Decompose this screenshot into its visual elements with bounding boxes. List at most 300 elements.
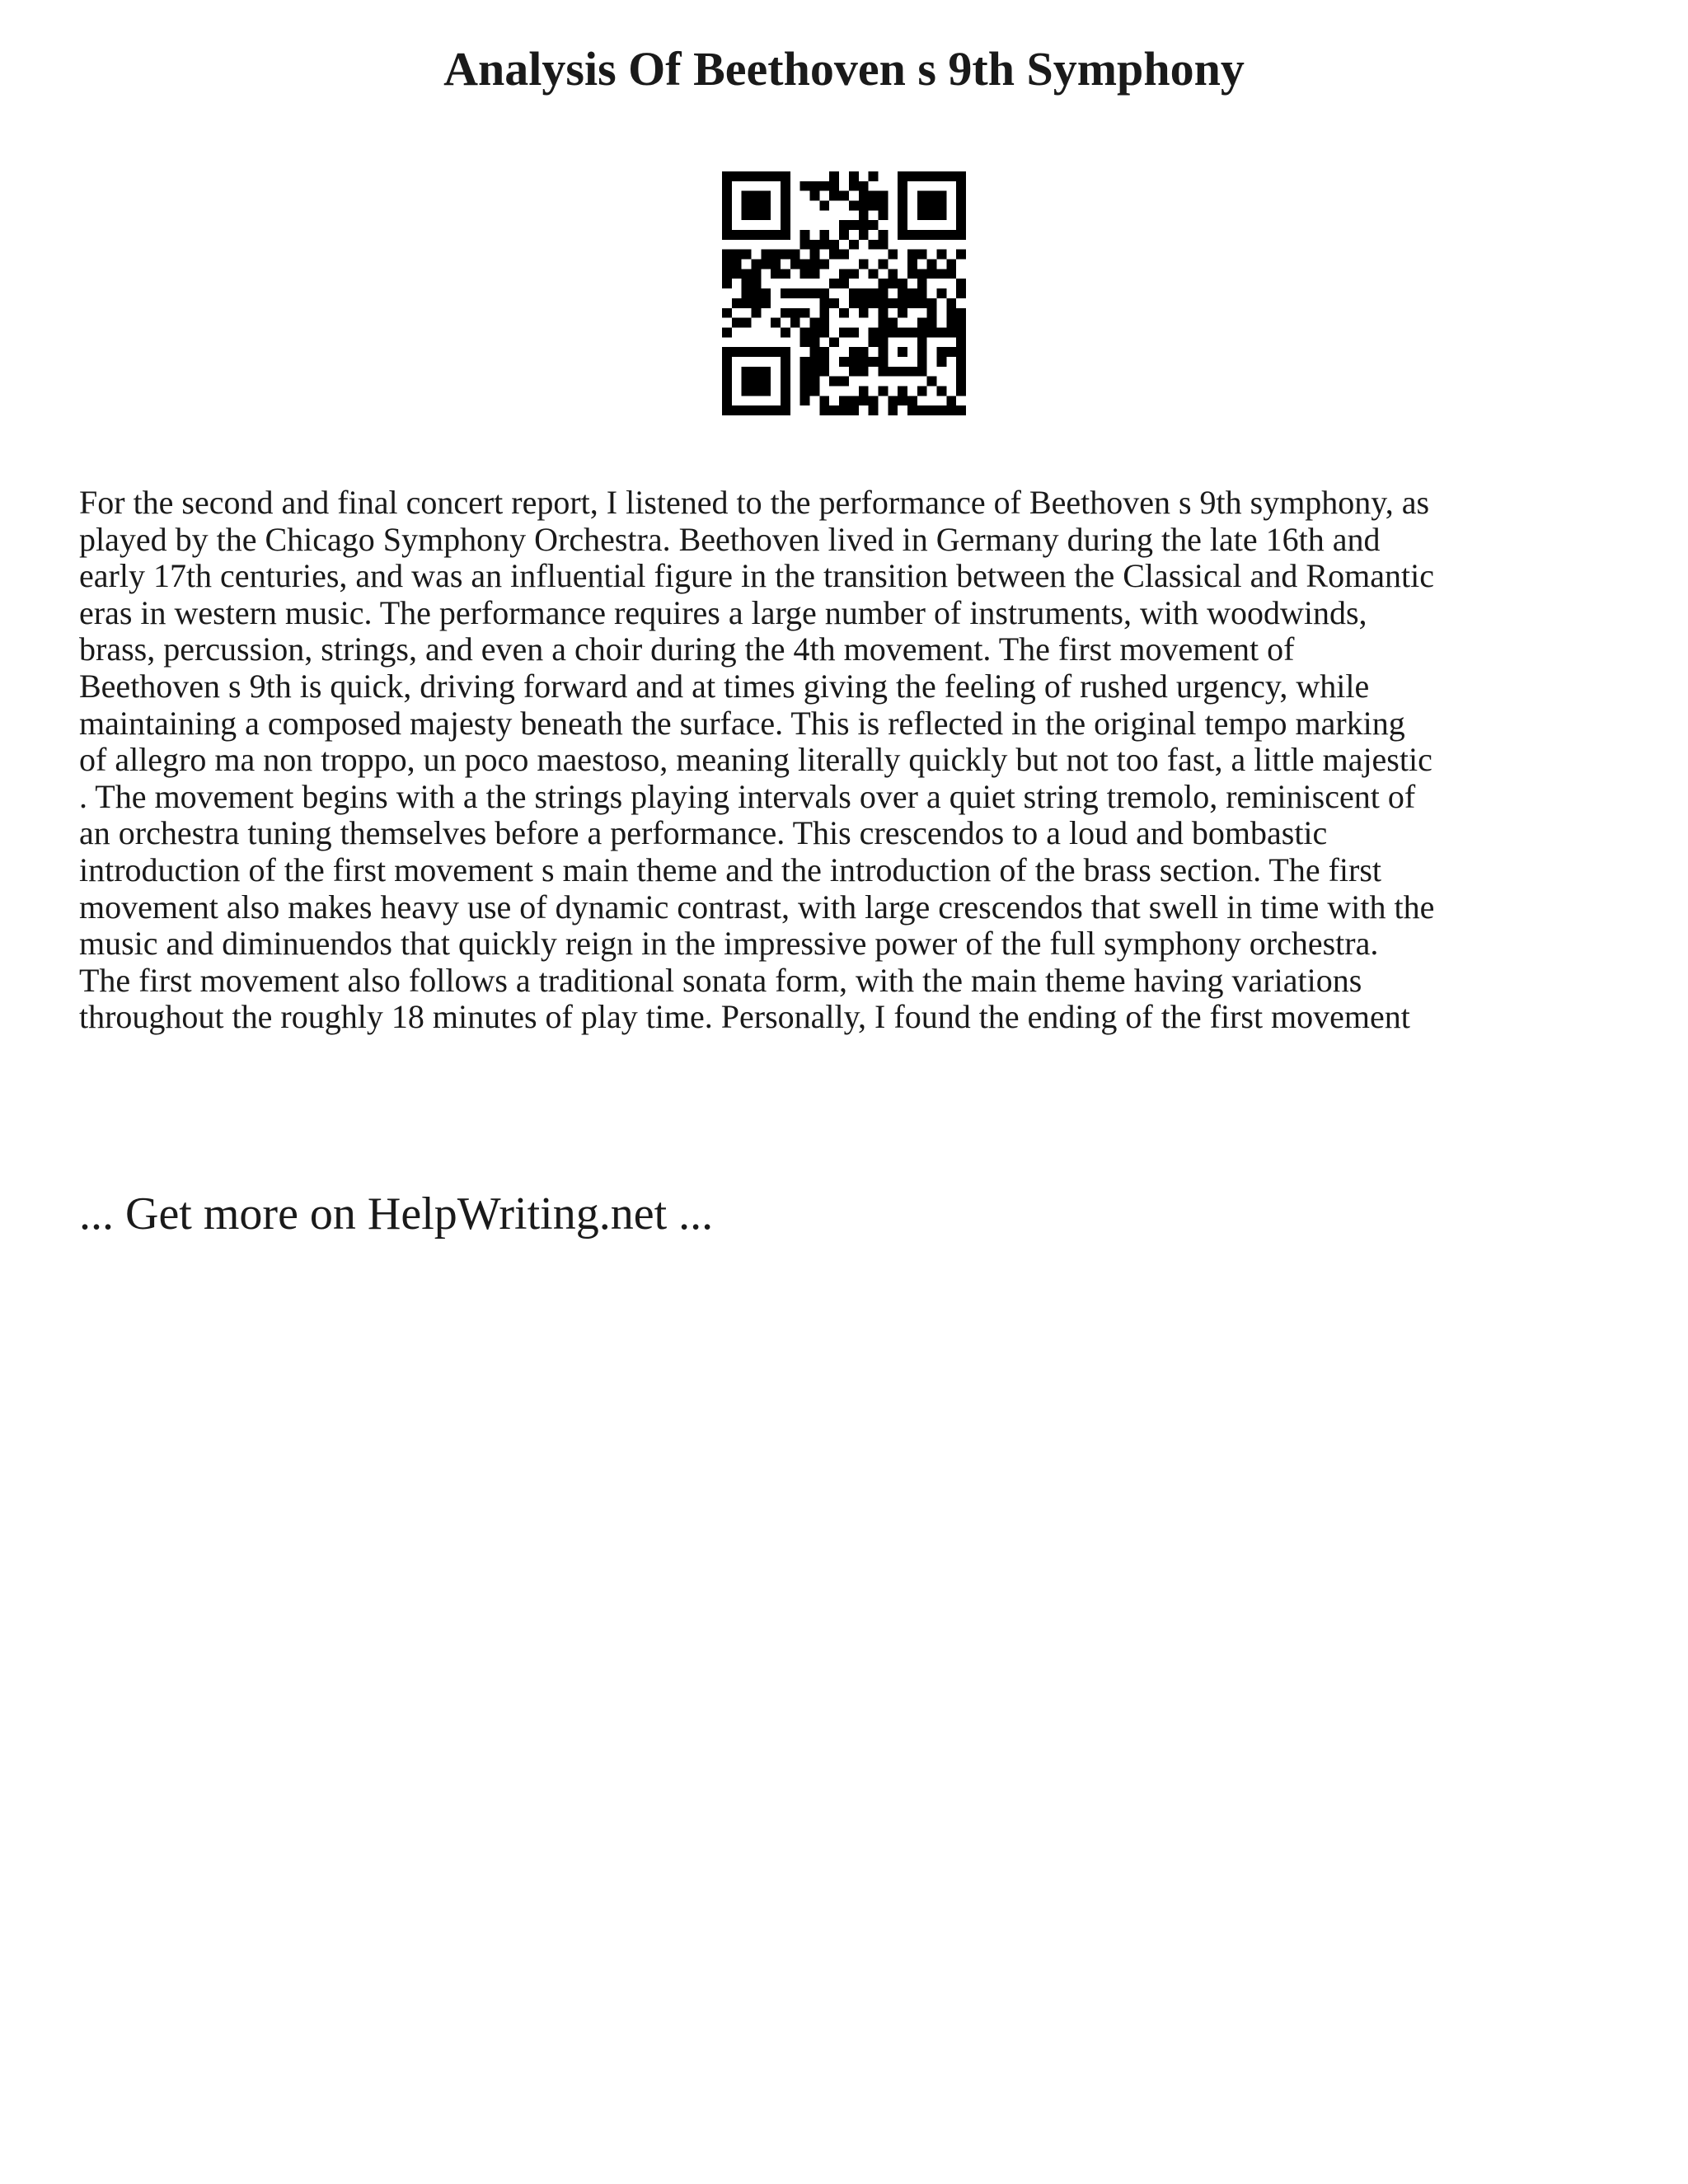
qr-module	[878, 230, 888, 240]
qr-module	[742, 288, 752, 298]
qr-module	[898, 308, 907, 318]
qr-module	[790, 308, 800, 318]
qr-module	[888, 250, 898, 260]
body-line: brass, percussion, strings, and even a choir during the 4th movement. The first movement of	[79, 630, 1295, 668]
qr-module	[907, 250, 917, 260]
qr-module	[732, 171, 742, 181]
qr-module	[927, 269, 937, 279]
qr-module	[839, 357, 849, 367]
qr-module	[917, 171, 927, 181]
qr-module	[742, 279, 752, 288]
qr-module	[800, 367, 810, 377]
qr-module	[722, 210, 732, 220]
qr-module	[956, 308, 966, 318]
qr-module	[839, 396, 849, 405]
qr-module	[859, 298, 869, 308]
qr-module	[917, 269, 927, 279]
qr-module	[810, 357, 820, 367]
qr-module	[742, 377, 752, 387]
qr-module	[742, 269, 752, 279]
qr-module	[819, 181, 829, 191]
qr-module	[742, 230, 752, 240]
qr-module	[742, 347, 752, 357]
qr-module	[819, 308, 829, 318]
qr-module	[859, 201, 869, 211]
qr-module	[936, 230, 946, 240]
qr-module	[761, 377, 771, 387]
qr-module	[898, 181, 907, 191]
qr-module	[771, 260, 781, 269]
qr-module	[752, 386, 762, 396]
qr-module	[810, 250, 820, 260]
qr-module	[839, 327, 849, 337]
qr-module	[722, 308, 732, 318]
qr-module	[956, 171, 966, 181]
qr-module	[800, 377, 810, 387]
qr-module	[956, 357, 966, 367]
qr-module	[761, 298, 771, 308]
qr-module	[771, 171, 781, 181]
qr-module	[781, 181, 790, 191]
qr-module	[752, 308, 762, 318]
qr-module	[869, 288, 879, 298]
qr-module	[859, 288, 869, 298]
qr-module	[898, 210, 907, 220]
qr-module	[849, 327, 859, 337]
qr-module	[752, 269, 762, 279]
document-title: Analysis Of Beethoven s 9th Symphony	[443, 42, 1245, 96]
qr-module	[810, 337, 820, 347]
qr-module	[829, 181, 839, 191]
qr-module	[907, 298, 917, 308]
qr-module	[888, 367, 898, 377]
qr-module	[819, 240, 829, 250]
qr-module	[956, 327, 966, 337]
qr-module	[781, 269, 790, 279]
qr-module	[878, 240, 888, 250]
qr-module	[752, 279, 762, 288]
qr-module	[752, 298, 762, 308]
qr-module	[761, 201, 771, 211]
qr-module	[722, 220, 732, 230]
qr-module	[790, 260, 800, 269]
qr-module	[839, 250, 849, 260]
qr-module	[898, 386, 907, 396]
qr-module	[781, 191, 790, 201]
qr-module	[781, 377, 790, 387]
qr-module	[946, 260, 956, 269]
qr-module	[878, 386, 888, 396]
qr-module	[927, 327, 937, 337]
qr-module	[898, 396, 907, 405]
qr-module	[732, 269, 742, 279]
qr-module	[761, 171, 771, 181]
qr-module	[907, 260, 917, 269]
qr-module	[722, 269, 732, 279]
qr-module	[946, 308, 956, 318]
qr-module	[722, 279, 732, 288]
qr-module	[956, 405, 966, 415]
qr-module	[829, 171, 839, 181]
qr-module	[898, 191, 907, 201]
qr-module	[839, 279, 849, 288]
qr-module	[781, 308, 790, 318]
qr-module	[732, 405, 742, 415]
qr-module	[761, 367, 771, 377]
qr-module	[810, 181, 820, 191]
qr-code-graphic	[722, 171, 966, 415]
qr-module	[869, 171, 879, 181]
qr-module	[956, 367, 966, 377]
qr-module	[722, 191, 732, 201]
qr-module	[722, 327, 732, 337]
qr-module	[946, 298, 956, 308]
qr-module	[839, 405, 849, 415]
qr-module	[888, 327, 898, 337]
qr-module	[849, 171, 859, 181]
qr-module	[956, 220, 966, 230]
qr-module	[849, 396, 859, 405]
qr-module	[888, 298, 898, 308]
body-line: introduction of the first movement s main theme and the introduction of the brass section. The first	[79, 851, 1382, 888]
qr-module	[819, 201, 829, 211]
qr-module	[946, 396, 956, 405]
qr-module	[898, 171, 907, 181]
qr-module	[849, 288, 859, 298]
qr-module	[869, 191, 879, 201]
qr-module	[790, 250, 800, 260]
qr-module	[927, 318, 937, 328]
qr-module	[917, 337, 927, 347]
qr-module	[907, 405, 917, 415]
qr-module	[819, 318, 829, 328]
body-line: an orchestra tuning themselves before a performance. This crescendos to a loud and bombastic	[79, 814, 1328, 852]
qr-module	[898, 298, 907, 308]
qr-module	[849, 405, 859, 415]
qr-module	[907, 269, 917, 279]
body-line: played by the Chicago Symphony Orchestra. Beethoven lived in Germany during the late 16th and	[79, 520, 1381, 558]
body-line: throughout the roughly 18 minutes of play time. Personally, I found the ending of the first movement	[79, 998, 1410, 1036]
qr-module	[771, 269, 781, 279]
qr-module	[781, 210, 790, 220]
qr-module	[859, 220, 869, 230]
qr-module	[917, 298, 927, 308]
qr-module	[829, 240, 839, 250]
body-line: early 17th centuries, and was an influential figure in the transition between the Classical and Romantic	[79, 557, 1434, 595]
body-paragraph	[79, 485, 1629, 1036]
qr-module	[898, 367, 907, 377]
qr-module	[936, 288, 946, 298]
qr-module	[869, 357, 879, 367]
qr-module	[946, 327, 956, 337]
qr-module	[917, 210, 927, 220]
qr-module	[898, 347, 907, 357]
qr-module	[781, 386, 790, 396]
qr-module	[781, 220, 790, 230]
qr-module	[888, 318, 898, 328]
qr-module	[917, 191, 927, 201]
qr-module	[917, 405, 927, 415]
qr-module	[927, 308, 937, 318]
qr-module	[917, 250, 927, 260]
qr-module	[800, 260, 810, 269]
qr-module	[819, 367, 829, 377]
qr-module	[761, 405, 771, 415]
qr-module	[742, 367, 752, 377]
qr-module	[917, 201, 927, 211]
qr-module	[878, 201, 888, 211]
qr-module	[869, 269, 879, 279]
qr-module	[917, 367, 927, 377]
qr-module	[946, 318, 956, 328]
qr-module	[869, 298, 879, 308]
qr-module	[859, 230, 869, 240]
qr-module	[946, 171, 956, 181]
qr-module	[752, 230, 762, 240]
qr-module	[800, 181, 810, 191]
qr-module	[722, 357, 732, 367]
qr-module	[956, 347, 966, 357]
qr-module	[936, 357, 946, 367]
qr-module	[800, 240, 810, 250]
qr-module	[722, 230, 732, 240]
qr-module	[956, 386, 966, 396]
qr-module	[849, 220, 859, 230]
body-line: . The movement begins with a the strings playing intervals over a quiet string tremolo, reminiscent of	[79, 777, 1416, 815]
qr-module	[946, 405, 956, 415]
qr-module	[742, 191, 752, 201]
qr-module	[790, 318, 800, 328]
qr-module	[829, 337, 839, 347]
qr-module	[732, 347, 742, 357]
qr-module	[781, 405, 790, 415]
qr-module	[752, 201, 762, 211]
qr-module	[917, 327, 927, 337]
qr-module	[722, 347, 732, 357]
qr-module	[752, 171, 762, 181]
qr-module	[956, 318, 966, 328]
qr-module	[839, 269, 849, 279]
qr-module	[761, 260, 771, 269]
qr-module	[790, 288, 800, 298]
qr-module	[732, 250, 742, 260]
qr-module	[829, 279, 839, 288]
qr-module	[956, 210, 966, 220]
qr-module	[927, 201, 937, 211]
qr-module	[878, 357, 888, 367]
qr-module	[771, 318, 781, 328]
qr-module	[869, 396, 879, 405]
qr-module	[907, 171, 917, 181]
qr-module	[849, 201, 859, 211]
qr-module	[936, 191, 946, 201]
qr-module	[878, 191, 888, 201]
qr-module	[752, 347, 762, 357]
qr-module	[722, 260, 732, 269]
qr-module	[869, 405, 879, 415]
qr-module	[829, 191, 839, 201]
qr-module	[859, 357, 869, 367]
qr-module	[742, 250, 752, 260]
body-line: movement also makes heavy use of dynamic contrast, with large crescendos that swell in time with the	[79, 888, 1435, 926]
qr-module	[888, 279, 898, 288]
qr-module	[936, 386, 946, 396]
qr-module	[819, 347, 829, 357]
qr-module	[927, 191, 937, 201]
qr-module	[936, 405, 946, 415]
qr-module	[888, 269, 898, 279]
qr-module	[810, 318, 820, 328]
qr-module	[859, 308, 869, 318]
qr-module	[898, 230, 907, 240]
qr-module	[752, 210, 762, 220]
qr-module	[859, 210, 869, 220]
qr-module	[742, 298, 752, 308]
qr-module	[888, 405, 898, 415]
qr-module	[722, 386, 732, 396]
qr-module	[761, 288, 771, 298]
qr-module	[917, 230, 927, 240]
qr-module	[907, 367, 917, 377]
qr-module	[819, 327, 829, 337]
qr-module	[946, 347, 956, 357]
qr-module	[722, 377, 732, 387]
qr-module	[946, 269, 956, 279]
qr-module	[800, 386, 810, 396]
qr-module	[722, 181, 732, 191]
qr-module	[761, 191, 771, 201]
qr-module	[800, 337, 810, 347]
qr-module	[859, 347, 869, 357]
qr-module	[878, 318, 888, 328]
qr-module	[936, 171, 946, 181]
qr-module	[927, 230, 937, 240]
qr-module	[752, 405, 762, 415]
qr-module	[956, 337, 966, 347]
qr-module	[936, 269, 946, 279]
qr-module	[927, 405, 937, 415]
qr-module	[781, 230, 790, 240]
qr-module	[839, 230, 849, 240]
qr-module	[927, 210, 937, 220]
qr-module	[888, 396, 898, 405]
qr-module	[722, 396, 732, 405]
qr-module	[800, 308, 810, 318]
qr-code-icon	[722, 171, 966, 415]
qr-module	[761, 386, 771, 396]
qr-module	[859, 260, 869, 269]
qr-module	[859, 367, 869, 377]
qr-module	[839, 377, 849, 387]
qr-module	[722, 250, 732, 260]
qr-module	[810, 191, 820, 201]
qr-module	[732, 260, 742, 269]
qr-module	[829, 298, 839, 308]
qr-module	[752, 367, 762, 377]
qr-module	[771, 230, 781, 240]
qr-module	[878, 347, 888, 357]
qr-module	[752, 288, 762, 298]
qr-module	[927, 171, 937, 181]
qr-module	[956, 377, 966, 387]
qr-module	[878, 279, 888, 288]
qr-module	[878, 260, 888, 269]
qr-module	[869, 327, 879, 337]
qr-module	[781, 201, 790, 211]
qr-module	[917, 279, 927, 288]
qr-module	[839, 191, 849, 201]
qr-module	[927, 377, 937, 387]
qr-module	[869, 337, 879, 347]
qr-module	[869, 220, 879, 230]
qr-module	[810, 269, 820, 279]
body-line: of allegro ma non troppo, un poco maestoso, meaning literally quickly but not too fast, a little majestic	[79, 741, 1432, 779]
qr-module	[956, 191, 966, 201]
qr-module	[771, 405, 781, 415]
qr-module	[956, 201, 966, 211]
qr-module	[878, 298, 888, 308]
qr-module	[878, 337, 888, 347]
qr-module	[742, 201, 752, 211]
qr-module	[839, 220, 849, 230]
qr-module	[800, 288, 810, 298]
qr-module	[936, 250, 946, 260]
qr-module	[819, 288, 829, 298]
qr-module	[849, 269, 859, 279]
qr-module	[771, 250, 781, 260]
qr-module	[859, 386, 869, 396]
qr-module	[907, 230, 917, 240]
qr-module	[819, 396, 829, 405]
qr-module	[819, 357, 829, 367]
qr-module	[761, 210, 771, 220]
qr-module	[907, 396, 917, 405]
qr-module	[810, 347, 820, 357]
qr-module	[742, 405, 752, 415]
qr-module	[878, 327, 888, 337]
qr-module	[869, 201, 879, 211]
qr-module	[956, 288, 966, 298]
qr-module	[898, 220, 907, 230]
qr-module	[946, 230, 956, 240]
qr-module	[819, 298, 829, 308]
qr-module	[927, 260, 937, 269]
qr-module	[722, 201, 732, 211]
qr-module	[800, 230, 810, 240]
qr-module	[781, 347, 790, 357]
qr-module	[810, 288, 820, 298]
qr-module	[800, 327, 810, 337]
qr-module	[849, 240, 859, 250]
qr-module	[859, 191, 869, 201]
qr-module	[878, 308, 888, 318]
get-more-link[interactable]: ... Get more on HelpWriting.net ...	[79, 1188, 714, 1240]
qr-module	[898, 327, 907, 337]
qr-module	[849, 298, 859, 308]
qr-module	[907, 288, 917, 298]
body-line: For the second and final concert report, I listened to the performance of Beethoven s 9th symphony, as	[79, 484, 1430, 521]
qr-module	[898, 288, 907, 298]
qr-module	[722, 171, 732, 181]
body-line: music and diminuendos that quickly reign in the impressive power of the full symphony orchestra.	[79, 925, 1379, 963]
qr-module	[859, 181, 869, 191]
qr-module	[752, 191, 762, 201]
qr-module	[927, 298, 937, 308]
qr-module	[800, 269, 810, 279]
body-line: The first movement also follows a traditional sonata form, with the main theme having variations	[79, 961, 1362, 999]
qr-module	[781, 250, 790, 260]
qr-module	[742, 171, 752, 181]
